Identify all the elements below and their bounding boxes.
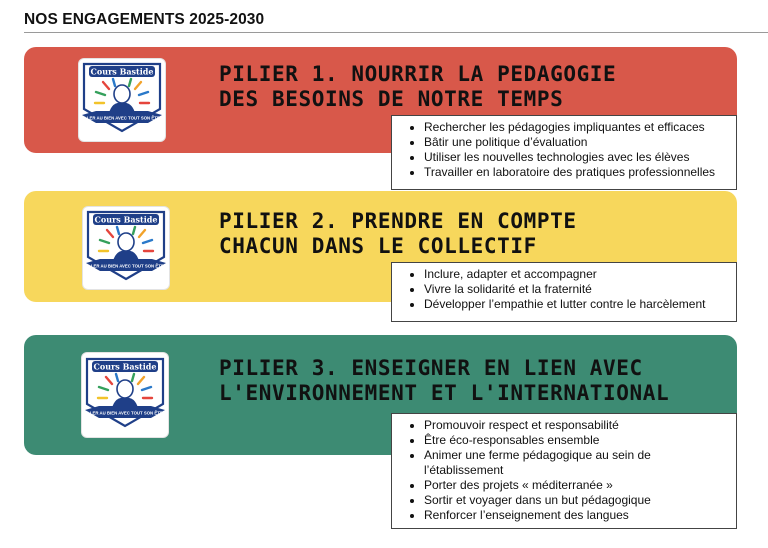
pillar-2-title: PILIER 2. PRENDRE EN COMPTE CHACUN DANS LE COLLECTIF (219, 209, 577, 258)
logo-name: Cours Bastide (93, 361, 157, 372)
list-item: • Développer l’empathie et lutter contre le harcèlement (424, 297, 728, 312)
logo-name: Cours Bastide (90, 66, 154, 77)
cours-bastide-logo (79, 59, 165, 141)
title-divider (24, 32, 768, 33)
list-item: • Sortir et voyager dans un but pédagogique (424, 493, 728, 508)
logo-emblem (79, 59, 165, 141)
pillar-3-title: PILIER 3. ENSEIGNER EN LIEN AVEC L'ENVIRONNEMENT ET L'INTERNATIONAL (219, 356, 670, 405)
logo-motto: ALLER AU BIEN AVEC TOUT SON ÊTRE (84, 410, 166, 416)
list-item: • Promouvoir respect et responsabilité (424, 418, 728, 433)
list-item: • Travailler en laboratoire des pratiques professionnelles (424, 165, 728, 180)
list-item: • Animer une ferme pédagogique au sein de l’établissement (424, 448, 728, 478)
logo-emblem (83, 207, 169, 289)
list-item: • Être éco-responsables ensemble (424, 433, 728, 448)
list-item: • Vivre la solidarité et la fraternité (424, 282, 728, 297)
list-item: • Inclure, adapter et accompagner (424, 267, 728, 282)
pillar-3-list (391, 413, 737, 529)
list-item: • Rechercher les pédagogies impliquantes et efficaces (424, 120, 728, 135)
list-item: • Bâtir une politique d’évaluation (424, 135, 728, 150)
pillar-2-list (391, 262, 737, 322)
logo-motto: ALLER AU BIEN AVEC TOUT SON ÊTRE (81, 115, 163, 121)
cours-bastide-logo (82, 353, 168, 437)
list-item: • Porter des projets « méditerranée » (424, 478, 728, 493)
logo-name: Cours Bastide (94, 214, 158, 225)
list-item: • Utiliser les nouvelles technologies avec les élèves (424, 150, 728, 165)
cours-bastide-logo (83, 207, 169, 289)
logo-motto: ALLER AU BIEN AVEC TOUT SON ÊTRE (85, 263, 167, 269)
pillar-1-title: PILIER 1. NOURRIR LA PEDAGOGIE DES BESOINS DE NOTRE TEMPS (219, 62, 617, 111)
logo-emblem (82, 353, 168, 437)
page-title: NOS ENGAGEMENTS 2025-2030 (24, 11, 265, 28)
list-item: • Renforcer l’enseignement des langues (424, 508, 728, 523)
pillar-1-list (391, 115, 737, 190)
